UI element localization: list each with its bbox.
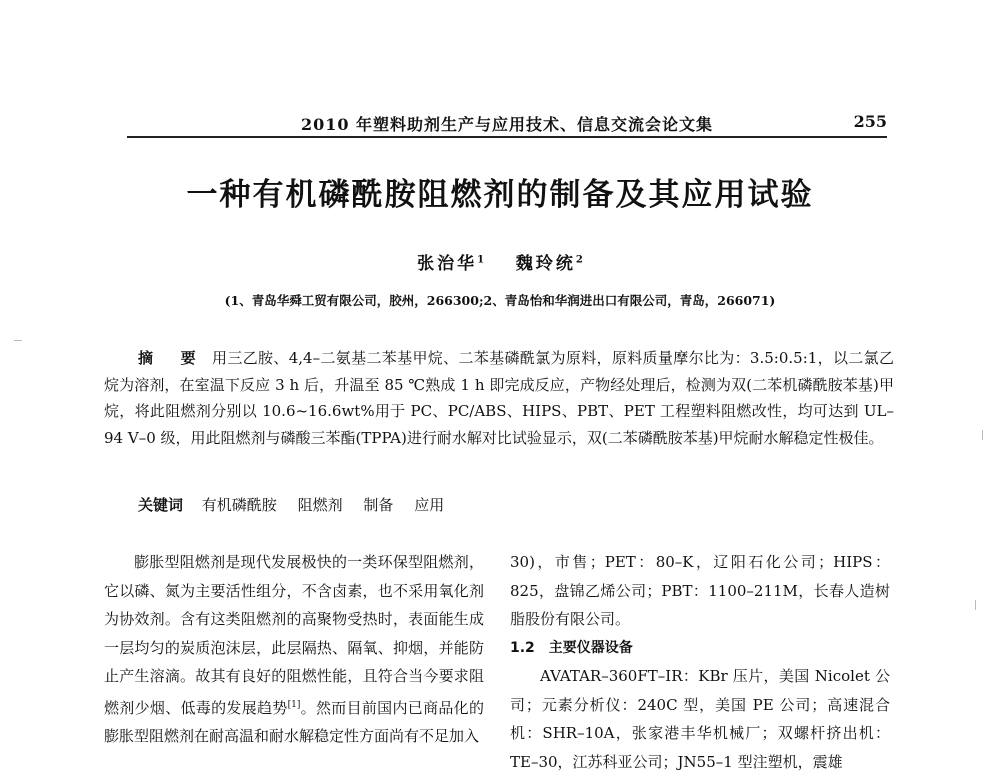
keywords-label: 关键词: [138, 496, 184, 514]
citation-ref: [1]: [287, 699, 301, 710]
running-header: [127, 112, 887, 134]
abstract-text: 用三乙胺、4,4–二氨基二苯基甲烷、二苯基磷酰氯为原料，原料质量摩尔比为：3.5:0.5:1，以二氯乙烷为溶剂，在室温下反应 3 h 后，升温至 85 ℃熟成 1 h 即完成反应，产物经处理后，检测为双(二苯机磷酰胺苯基)甲烷，将此阻燃剂分别以 10.6~16.6wt%用于 PC、PC/ABS、HIPS、PBT、PET 工程塑料阻燃改性，均可达到 UL–94 V–0 级，用此阻燃剂与磷酸三苯酯(TPPA)进行耐水解对比试验显示，双(二苯磷酰胺苯基)甲烷耐水解稳定性极佳。: [104, 349, 894, 447]
keyword: 阻燃剂: [297, 496, 343, 514]
header-rule: [127, 136, 887, 138]
author-affil-mark: 2: [575, 254, 583, 266]
materials-paragraph: 30)，市售；PET：80–K，辽阳石化公司；HIPS：825，盘锦乙烯公司；PBT：1100–211M，长春人造树脂股份有限公司。: [510, 553, 890, 628]
scan-mark: [982, 430, 983, 440]
equipment-paragraph: AVATAR–360FT–IR：KBr 压片，美国 Nicolet 公司；元素分析仪：240C 型，美国 PE 公司；高速混合机：SHR–10A，张家港丰华机械厂；双螺杆挤出机：TE–30，江苏科亚公司；JN55–1 型注塑机，震雄: [510, 667, 890, 771]
keyword: 制备: [363, 496, 394, 514]
author-affil-mark: 1: [477, 254, 485, 266]
keyword: 有机磷酰胺: [201, 496, 277, 514]
journal-title: 2010 年塑料助剂生产与应用技术、信息交流会论文集: [300, 115, 714, 134]
intro-paragraph: [104, 548, 484, 751]
author-name: 魏玲统: [515, 254, 576, 274]
intro-text-continued: 。然而目前国内已商品化的膨胀型阻燃剂在耐高温和耐水解稳定性方面尚有不足加入: [104, 698, 484, 745]
paper-title: 一种有机磷酰胺阻燃剂的制备及其应用试验: [186, 177, 814, 213]
scan-mark: [975, 600, 976, 610]
scan-mark: [14, 340, 22, 341]
author-list: [0, 249, 1000, 274]
section-heading: 1.2 主要仪器设备: [510, 639, 633, 656]
affiliation: (1、青岛华舜工贸有限公司，胶州，266300;2、青岛怡和华润进出口有限公司，青岛，266071): [224, 293, 776, 308]
page-number: 255: [853, 112, 887, 131]
body-column-left: [104, 548, 484, 751]
keyword: 应用: [414, 496, 445, 514]
abstract-label: 摘 要: [138, 349, 203, 367]
intro-text: 膨胀型阻燃剂是现代发展极快的一类环保型阻燃剂，它以磷、氮为主要活性组分，不含卤素，也不采用氧化剂为协效剂。含有这类阻燃剂的高聚物受热时，表面能生成一层均匀的炭质泡沫层，此层隔热、隔氧、抑烟，并能防止产生溶滴。故其有良好的阻燃性能，且符合当今要求阻燃剂少烟、低毒的发展趋势: [104, 553, 484, 717]
keywords: [138, 494, 460, 515]
author-name: 张治华: [417, 254, 478, 274]
body-column-right: [510, 548, 890, 776]
abstract: [104, 345, 894, 451]
